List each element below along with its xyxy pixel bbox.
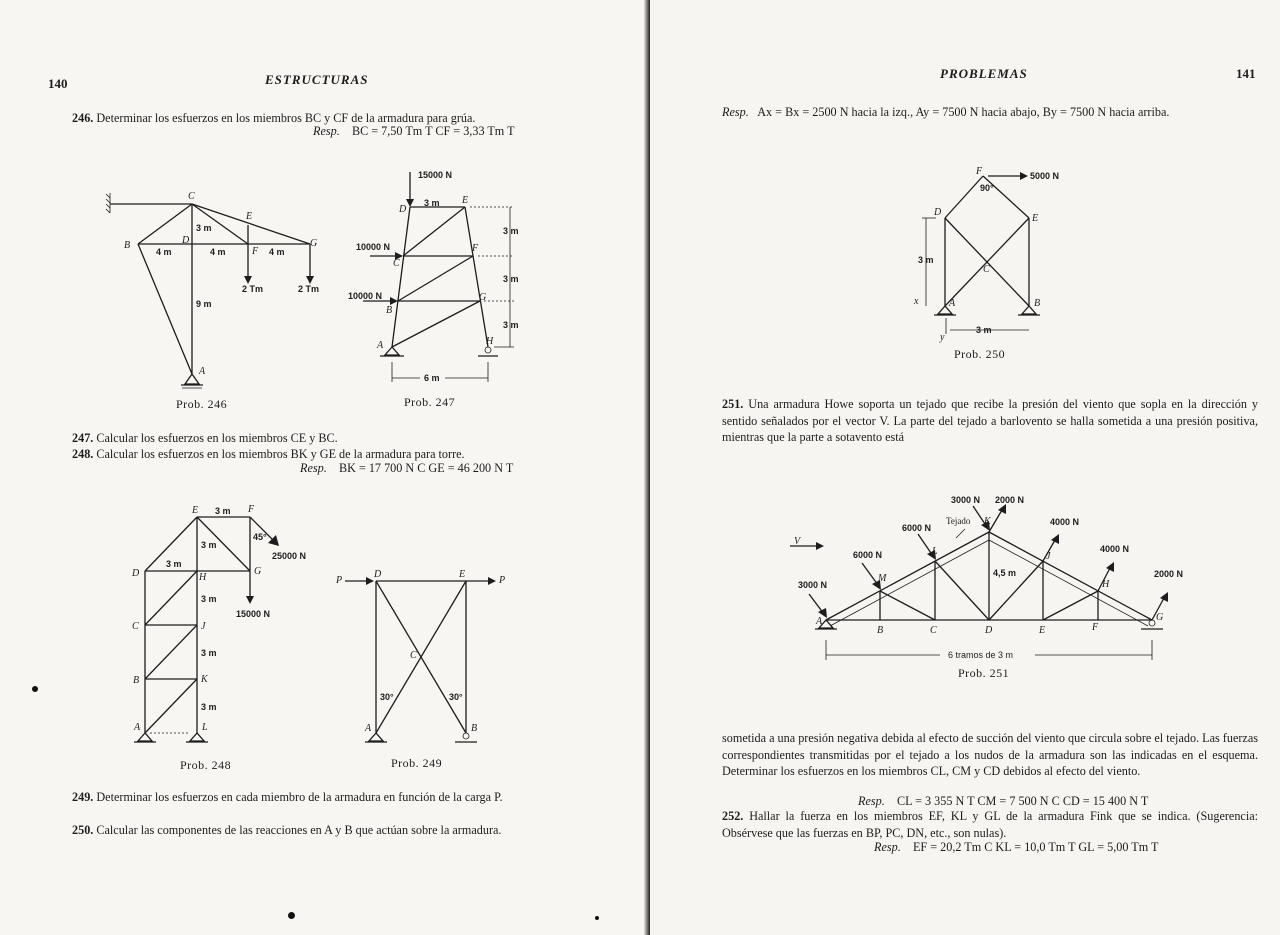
wind-vector-label: V — [794, 536, 801, 547]
node-label: J — [1046, 551, 1051, 562]
resp-value: Ax = Bx = 2500 N hacia la izq., Ay = 7500 N hacia abajo, By = 7500 N hacia arriba. — [757, 105, 1170, 119]
problem-text: Calcular las componentes de las reacciones en A y B que actúan sobre la armadura. — [96, 823, 502, 837]
angle-label: 90° — [980, 183, 994, 193]
axis-label: y — [940, 332, 945, 343]
resp-label: Resp. — [858, 794, 885, 808]
node-label: B — [386, 305, 393, 316]
node-label: K — [201, 674, 208, 685]
resp-label: Resp. — [313, 124, 340, 138]
load-label: 2 Tm — [242, 284, 264, 294]
resp-value: CL = 3 355 N T CM = 7 500 N C CD = 15 400 N T — [896, 794, 1149, 808]
node-label: E — [462, 195, 469, 206]
load-label: 4000 N — [1100, 544, 1130, 554]
problem-number: 251. — [722, 397, 744, 411]
running-header-right: PROBLEMAS — [940, 66, 1028, 81]
node-label: E — [246, 211, 253, 222]
caption-246: Prob. 246 — [176, 397, 228, 411]
problem-250 — [72, 822, 592, 839]
node-label: H — [199, 572, 207, 583]
dimension-label: 3 m — [918, 255, 934, 265]
node-label: D — [934, 207, 942, 218]
node-label: G — [1156, 612, 1164, 623]
load-label: 25000 N — [272, 551, 307, 561]
problem-number: 252. — [722, 809, 744, 823]
load-label: 2 Tm — [298, 284, 320, 294]
load-label: 6000 N — [902, 523, 932, 533]
problem-number: 248. — [72, 447, 94, 461]
node-label: A — [816, 616, 823, 627]
problem-number: 250. — [72, 823, 94, 837]
node-label: D — [182, 235, 190, 246]
dimension-label: 3 m — [201, 594, 217, 604]
node-label: A — [365, 723, 372, 734]
node-label: L — [202, 722, 208, 733]
node-label: M — [878, 573, 887, 584]
answer-251 — [858, 794, 1148, 809]
node-label: E — [459, 569, 466, 580]
load-label: 10000 N — [356, 242, 391, 252]
problem-251-continued — [722, 730, 1258, 780]
dimension-label: 3 m — [503, 226, 519, 236]
node-label: G — [254, 566, 262, 577]
node-label: B — [124, 240, 131, 251]
problem-252 — [722, 808, 1258, 841]
load-label: 15000 N — [418, 170, 453, 180]
problem-number: 246. — [72, 111, 94, 125]
node-label: D — [132, 568, 140, 579]
load-label: 3000 N — [951, 495, 981, 505]
node-label: E — [192, 505, 199, 516]
node-label: D — [985, 625, 993, 636]
load-label: 2000 N — [995, 495, 1025, 505]
node-label: B — [471, 723, 478, 734]
node-label: F — [976, 166, 983, 177]
scan-speck — [595, 916, 599, 920]
node-label: F — [472, 243, 479, 254]
load-label: P — [499, 575, 506, 586]
problem-number: 249. — [72, 790, 94, 804]
load-label: P — [336, 575, 343, 586]
load-label: 15000 N — [236, 609, 271, 619]
node-label: D — [374, 569, 382, 580]
dimension-label: 3 m — [976, 325, 992, 335]
node-label: L — [932, 546, 938, 557]
angle-label: 45° — [253, 532, 267, 542]
caption-247: Prob. 247 — [404, 395, 456, 409]
resp-value: EF = 20,2 Tm C KL = 10,0 Tm T GL = 5,00 Tm T — [912, 840, 1159, 854]
node-label: J — [201, 621, 206, 632]
dimension-label: 3 m — [196, 223, 212, 233]
dimension-label: 4,5 m — [993, 568, 1017, 578]
problem-text: Calcular los esfuerzos en los miembros BK y GE de la armadura para torre. — [96, 447, 465, 461]
node-label: E — [1039, 625, 1046, 636]
dimension-label: 3 m — [503, 320, 519, 330]
dimension-label: 3 m — [424, 198, 440, 208]
node-label: C — [188, 191, 195, 202]
load-label: 3000 N — [798, 580, 828, 590]
resp-label: Resp. — [300, 461, 327, 475]
node-label: F — [248, 504, 255, 515]
node-label: F — [252, 246, 259, 257]
page-number-right: 141 — [1236, 66, 1256, 81]
scan-speck — [288, 912, 295, 919]
dimension-label: 3 m — [201, 702, 217, 712]
resp-value: BC = 7,50 Tm T CF = 3,33 Tm T — [351, 124, 515, 138]
running-header-left: ESTRUCTURAS — [265, 72, 369, 87]
scan-speck — [32, 686, 38, 692]
node-label: A — [199, 366, 206, 377]
node-label: G — [310, 238, 318, 249]
node-label: G — [479, 292, 487, 303]
dimension-label: 3 m — [166, 559, 182, 569]
dimension-label: 3 m — [201, 540, 217, 550]
problem-text: Determinar los esfuerzos en los miembros BC y CF de la armadura para grúa. — [96, 111, 476, 125]
node-label: H — [486, 336, 494, 347]
page-number-left: 140 — [48, 76, 68, 91]
caption-248: Prob. 248 — [180, 758, 232, 772]
problem-text: sometida a una presión negativa debida al efecto de succión del viento que circula sobre el tejado. Las fuerzas correspondientes transmitidas por el tejado a los nudos de la armadura son las indicadas en el esquema. Determinar los esfuerzos en los miembros CL, CM y CD debidos al efecto del viento. — [722, 731, 1258, 778]
caption-249: Prob. 249 — [391, 756, 443, 770]
dimension-label: 4 m — [156, 247, 172, 257]
node-label: C — [132, 621, 139, 632]
node-label: B — [133, 675, 140, 686]
node-label: E — [1032, 213, 1039, 224]
node-label: C — [393, 258, 400, 269]
problem-text: Determinar los esfuerzos en cada miembro de la armadura en función de la carga P. — [96, 790, 503, 804]
axis-label: x — [914, 296, 919, 307]
node-label: D — [399, 204, 407, 215]
load-label: 5000 N — [1030, 171, 1060, 181]
span-label: 6 tramos de 3 m — [948, 650, 1014, 660]
load-label: 2000 N — [1154, 569, 1184, 579]
node-label: K — [984, 516, 991, 527]
dimension-label: 6 m — [424, 373, 440, 383]
resp-label: Resp. — [722, 105, 749, 119]
node-label: C — [410, 650, 417, 661]
node-label: A — [377, 340, 384, 351]
roof-label: Tejado — [946, 516, 971, 526]
node-label: C — [983, 264, 990, 275]
node-label: B — [877, 625, 884, 636]
node-label: F — [1092, 622, 1099, 633]
caption-251: Prob. 251 — [958, 666, 1010, 680]
dimension-label: 3 m — [503, 274, 519, 284]
resp-value: BK = 17 700 N C GE = 46 200 N T — [338, 461, 514, 475]
node-label: A — [134, 722, 141, 733]
dimension-label: 4 m — [210, 247, 226, 257]
angle-label: 30° — [380, 692, 394, 702]
problem-text: Calcular los esfuerzos en los miembros CE y BC. — [96, 431, 338, 445]
load-label: 10000 N — [348, 291, 383, 301]
problem-number: 247. — [72, 431, 94, 445]
right-page — [650, 0, 1280, 935]
node-label: B — [1034, 298, 1041, 309]
load-label: 6000 N — [853, 550, 883, 560]
node-label: C — [930, 625, 937, 636]
dimension-label: 4 m — [269, 247, 285, 257]
answer-252 — [874, 840, 1158, 855]
caption-250: Prob. 250 — [954, 347, 1006, 361]
resp-label: Resp. — [874, 840, 901, 854]
load-label: 4000 N — [1050, 517, 1080, 527]
dimension-label: 9 m — [196, 299, 212, 309]
problem-text: Hallar la fuerza en los miembros EF, KL y GL de la armadura Fink que se indica. (Sugerencia: Obsérvese que las fuerzas en BP, PC, DN, etc., son nulas). — [722, 809, 1259, 840]
dimension-label: 3 m — [201, 648, 217, 658]
problem-text: Una armadura Howe soporta un tejado que recibe la presión del viento que sopla en la dirección y sentido señalados por el vector V. La parte del tejado a barlovento se halla sometida a una presión positiva, mientras que la parte a sotavento está — [722, 397, 1259, 444]
node-label: A — [949, 298, 956, 309]
node-label: H — [1102, 579, 1110, 590]
angle-label: 30° — [449, 692, 463, 702]
dimension-label: 3 m — [215, 506, 231, 516]
problem-249 — [72, 789, 592, 806]
